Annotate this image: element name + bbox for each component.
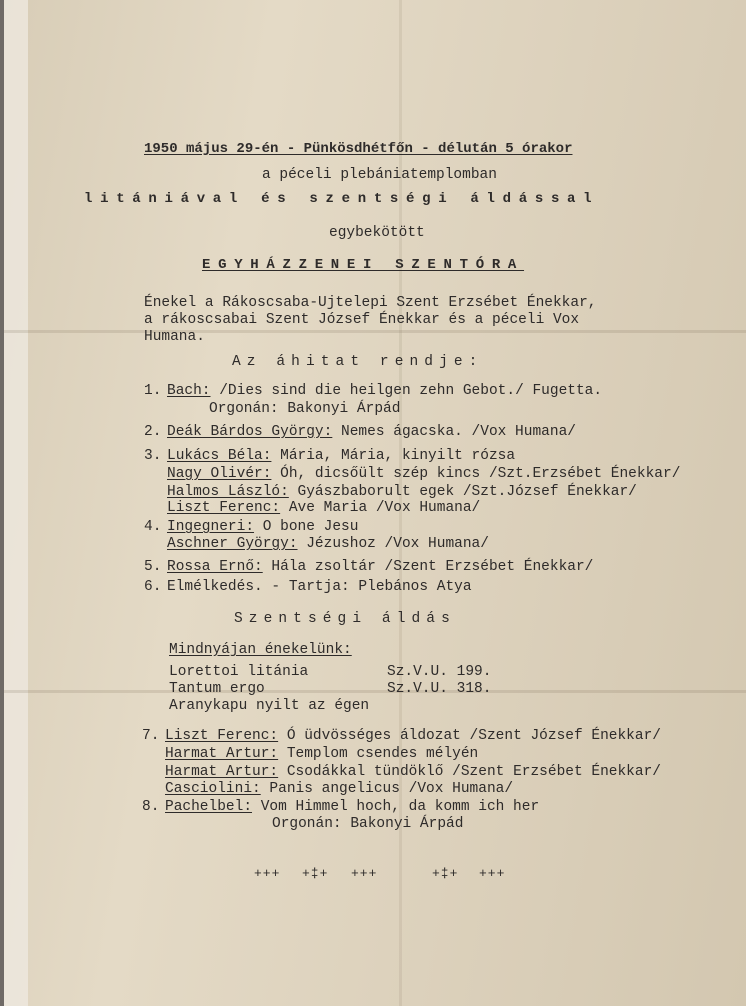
piece-text: Nemes ágacska. /Vox Humana/ (341, 424, 576, 440)
composer-name: Deák Bárdos György: (167, 424, 333, 440)
program-item (165, 763, 661, 781)
composer-name: Pachelbel: (165, 799, 253, 815)
program-item (209, 400, 400, 418)
fold-line (4, 330, 746, 333)
item-number: 1. (144, 383, 162, 399)
hymn-title: Lorettoi litánia (169, 664, 309, 680)
item-number: 4. (144, 519, 162, 535)
hymn-title: Aranykapu nyilt az égen (169, 698, 370, 714)
program-item (167, 558, 593, 576)
piece-text: Orgonán: Bakonyi Árpád (209, 401, 401, 417)
piece-text: Gyászbaborult egek /Szt.József Énekkar/ (297, 484, 637, 500)
piece-text: Óh, dicsőült szép kincs /Szt.Erzsébet Énekkar/ (280, 466, 681, 482)
program-item (165, 727, 661, 745)
item-number: 3. (144, 448, 162, 464)
event-date-line: 1950 május 29-én - Pünkösdhétfőn - délután 5 órakor (144, 141, 573, 157)
program-item (165, 798, 539, 816)
blessing-heading: Szentségi áldás (234, 611, 456, 627)
program-item (167, 518, 358, 536)
connected-line: egybekötött (329, 225, 425, 241)
program-item (165, 745, 478, 763)
piece-text: Ó üdvösséges áldozat /Szent József Énekkar/ (286, 728, 661, 744)
item-number: 8. (142, 799, 160, 815)
composer-name: Casciolini: (165, 781, 261, 797)
ornament-cross: +‡+ (302, 866, 329, 881)
fold-line (4, 690, 746, 693)
composer-name: Rossa Ernő: (167, 559, 263, 575)
item-number: 6. (144, 579, 162, 595)
piece-text: /Dies sind die heilgen zehn Gebot./ Fugetta. (219, 383, 603, 399)
piece-text: Mária, Mária, kinyilt rózsa (280, 448, 516, 464)
intro-line-3: Humana. (144, 329, 205, 345)
hymn-reference: Sz.V.U. 199. (387, 664, 492, 680)
church-line: a péceli plebániatemplomban (262, 167, 497, 183)
composer-name: Liszt Ferenc: (165, 728, 279, 744)
program-item (167, 382, 602, 400)
program-item (165, 780, 513, 798)
hymn-title: Tantum ergo (169, 681, 265, 697)
item-number: 2. (144, 424, 162, 440)
piece-text: O bone Jesu (262, 519, 359, 535)
ornament-cross: +‡+ (432, 866, 459, 881)
composer-name: Liszt Ferenc: (167, 500, 281, 516)
composer-name: Nagy Olivér: (167, 466, 272, 482)
sing-heading: Mindnyájan énekelünk: (169, 642, 352, 658)
item-number: 7. (142, 728, 160, 744)
composer-name: Bach: (167, 383, 211, 399)
composer-name: Aschner György: (167, 536, 298, 552)
piece-text: Jézushoz /Vox Humana/ (306, 536, 489, 552)
program-item (167, 447, 515, 465)
program-item (167, 499, 480, 517)
piece-text: Templom csendes mélyén (286, 746, 479, 762)
piece-text: Hála zsoltár /Szent Erzsébet Énekkar/ (271, 559, 594, 575)
program-item (167, 423, 576, 441)
piece-text: Elmélkedés. - Tartja: Plebános Atya (167, 579, 472, 595)
composer-name: Halmos László: (167, 484, 289, 500)
program-item (272, 815, 463, 833)
piece-text: Orgonán: Bakonyi Árpád (272, 816, 464, 832)
program-item (167, 535, 489, 553)
ornament-cross: +++ (479, 866, 506, 881)
piece-text: Ave Maria /Vox Humana/ (288, 500, 481, 516)
piece-text: Vom Himmel hoch, da komm ich her (260, 799, 540, 815)
ornament-cross: +++ (254, 866, 281, 881)
composer-name: Harmat Artur: (165, 764, 279, 780)
piece-text: Csodákkal tündöklő /Szent Erzsébet Énekkar/ (286, 764, 661, 780)
page-title: EGYHÁZZENEI SZENTÓRA (202, 257, 525, 273)
composer-name: Lukács Béla: (167, 448, 272, 464)
program-item (167, 578, 472, 596)
paper-edge (4, 0, 28, 1006)
piece-text: Panis angelicus /Vox Humana/ (269, 781, 514, 797)
litany-line: litániával és szentségi áldással (84, 191, 600, 207)
composer-name: Harmat Artur: (165, 746, 279, 762)
hymn-reference: Sz.V.U. 318. (387, 681, 492, 697)
order-heading: Az áhitat rendje: (232, 354, 484, 370)
paper-sheet (4, 0, 746, 1006)
item-number: 5. (144, 559, 162, 575)
intro-line-2: a rákoscsabai Szent József Énekkar és a péceli Vox (144, 312, 580, 328)
ornament-cross: +++ (351, 866, 378, 881)
composer-name: Ingegneri: (167, 519, 255, 535)
intro-line-1: Énekel a Rákoscsaba-Ujtelepi Szent Erzsébet Énekkar, (144, 295, 597, 311)
program-item (167, 465, 680, 483)
